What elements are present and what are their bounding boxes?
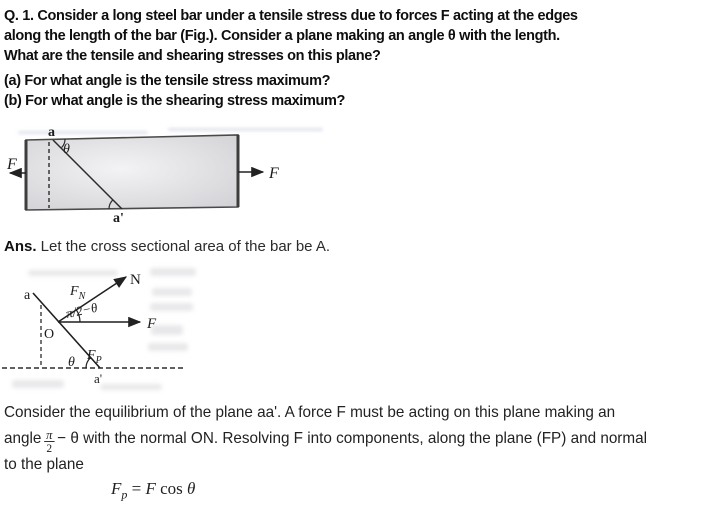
pi-over-2-fraction: [44, 429, 54, 454]
label-o: O: [44, 327, 55, 342]
figure-force-svg: [0, 262, 220, 394]
line2-suffix: − θ with the normal ON. Resolving F into components, along the plane (FP) and normal: [57, 430, 648, 447]
label-a-top: a: [48, 125, 55, 140]
formula-fp: [111, 479, 195, 502]
label-a: a: [24, 288, 31, 303]
label-angle-pi2-theta: π/2−θ: [64, 299, 99, 321]
figure-force-resolution: [0, 262, 220, 399]
question-line-1: Q. 1. Consider a long steel bar under a tensile stress due to forces F acting at the edges: [4, 8, 578, 24]
explanation-paragraph: [4, 402, 704, 476]
fraction-denominator: 2: [46, 441, 53, 455]
explanation-line-2: [4, 424, 704, 454]
formula-cos: cos: [155, 479, 188, 498]
formula-equals: =: [127, 479, 146, 498]
line2-prefix: angle: [4, 430, 42, 447]
formula-f: F: [111, 479, 122, 498]
label-force-left: F: [7, 156, 17, 173]
answer-line: [4, 238, 330, 255]
label-fn: $F_N$: [70, 284, 86, 302]
question-line-2: along the length of the bar (Fig.). Consider a plane making an angle θ with the length.: [4, 28, 560, 44]
formula-theta: θ: [187, 479, 196, 498]
question-block: [4, 6, 704, 111]
question-line-3: What are the tensile and shearing stresses on this plane?: [4, 48, 381, 64]
figure-bar-svg: [0, 122, 300, 237]
figure-bar-diagram: [0, 122, 300, 242]
question-part-b: (b) For what angle is the shearing stress maximum?: [4, 93, 346, 109]
fraction-numerator: π: [46, 427, 53, 442]
label-theta2: θ: [68, 355, 75, 370]
label-theta: θ: [63, 142, 70, 157]
label-a-prime: a': [94, 371, 103, 386]
steel-bar: [26, 135, 238, 210]
label-n: N: [130, 272, 141, 288]
question-part-a: (a) For what angle is the tensile stress maximum?: [4, 73, 331, 89]
formula-subscript: p: [121, 487, 128, 502]
label-fp: $F_P$: [87, 348, 102, 366]
label-a-bottom: a': [113, 211, 124, 226]
explanation-line-3: to the plane: [4, 456, 84, 473]
label-f: F: [147, 316, 157, 332]
formula-rhs-f: F: [145, 479, 156, 498]
explanation-line-1: Consider the equilibrium of the plane aa'. A force F must be acting on this plane making an: [4, 404, 616, 421]
label-force-right: F: [269, 165, 279, 182]
answer-prefix: Ans.: [4, 238, 37, 255]
answer-text: Let the cross sectional area of the bar be A.: [36, 238, 331, 255]
